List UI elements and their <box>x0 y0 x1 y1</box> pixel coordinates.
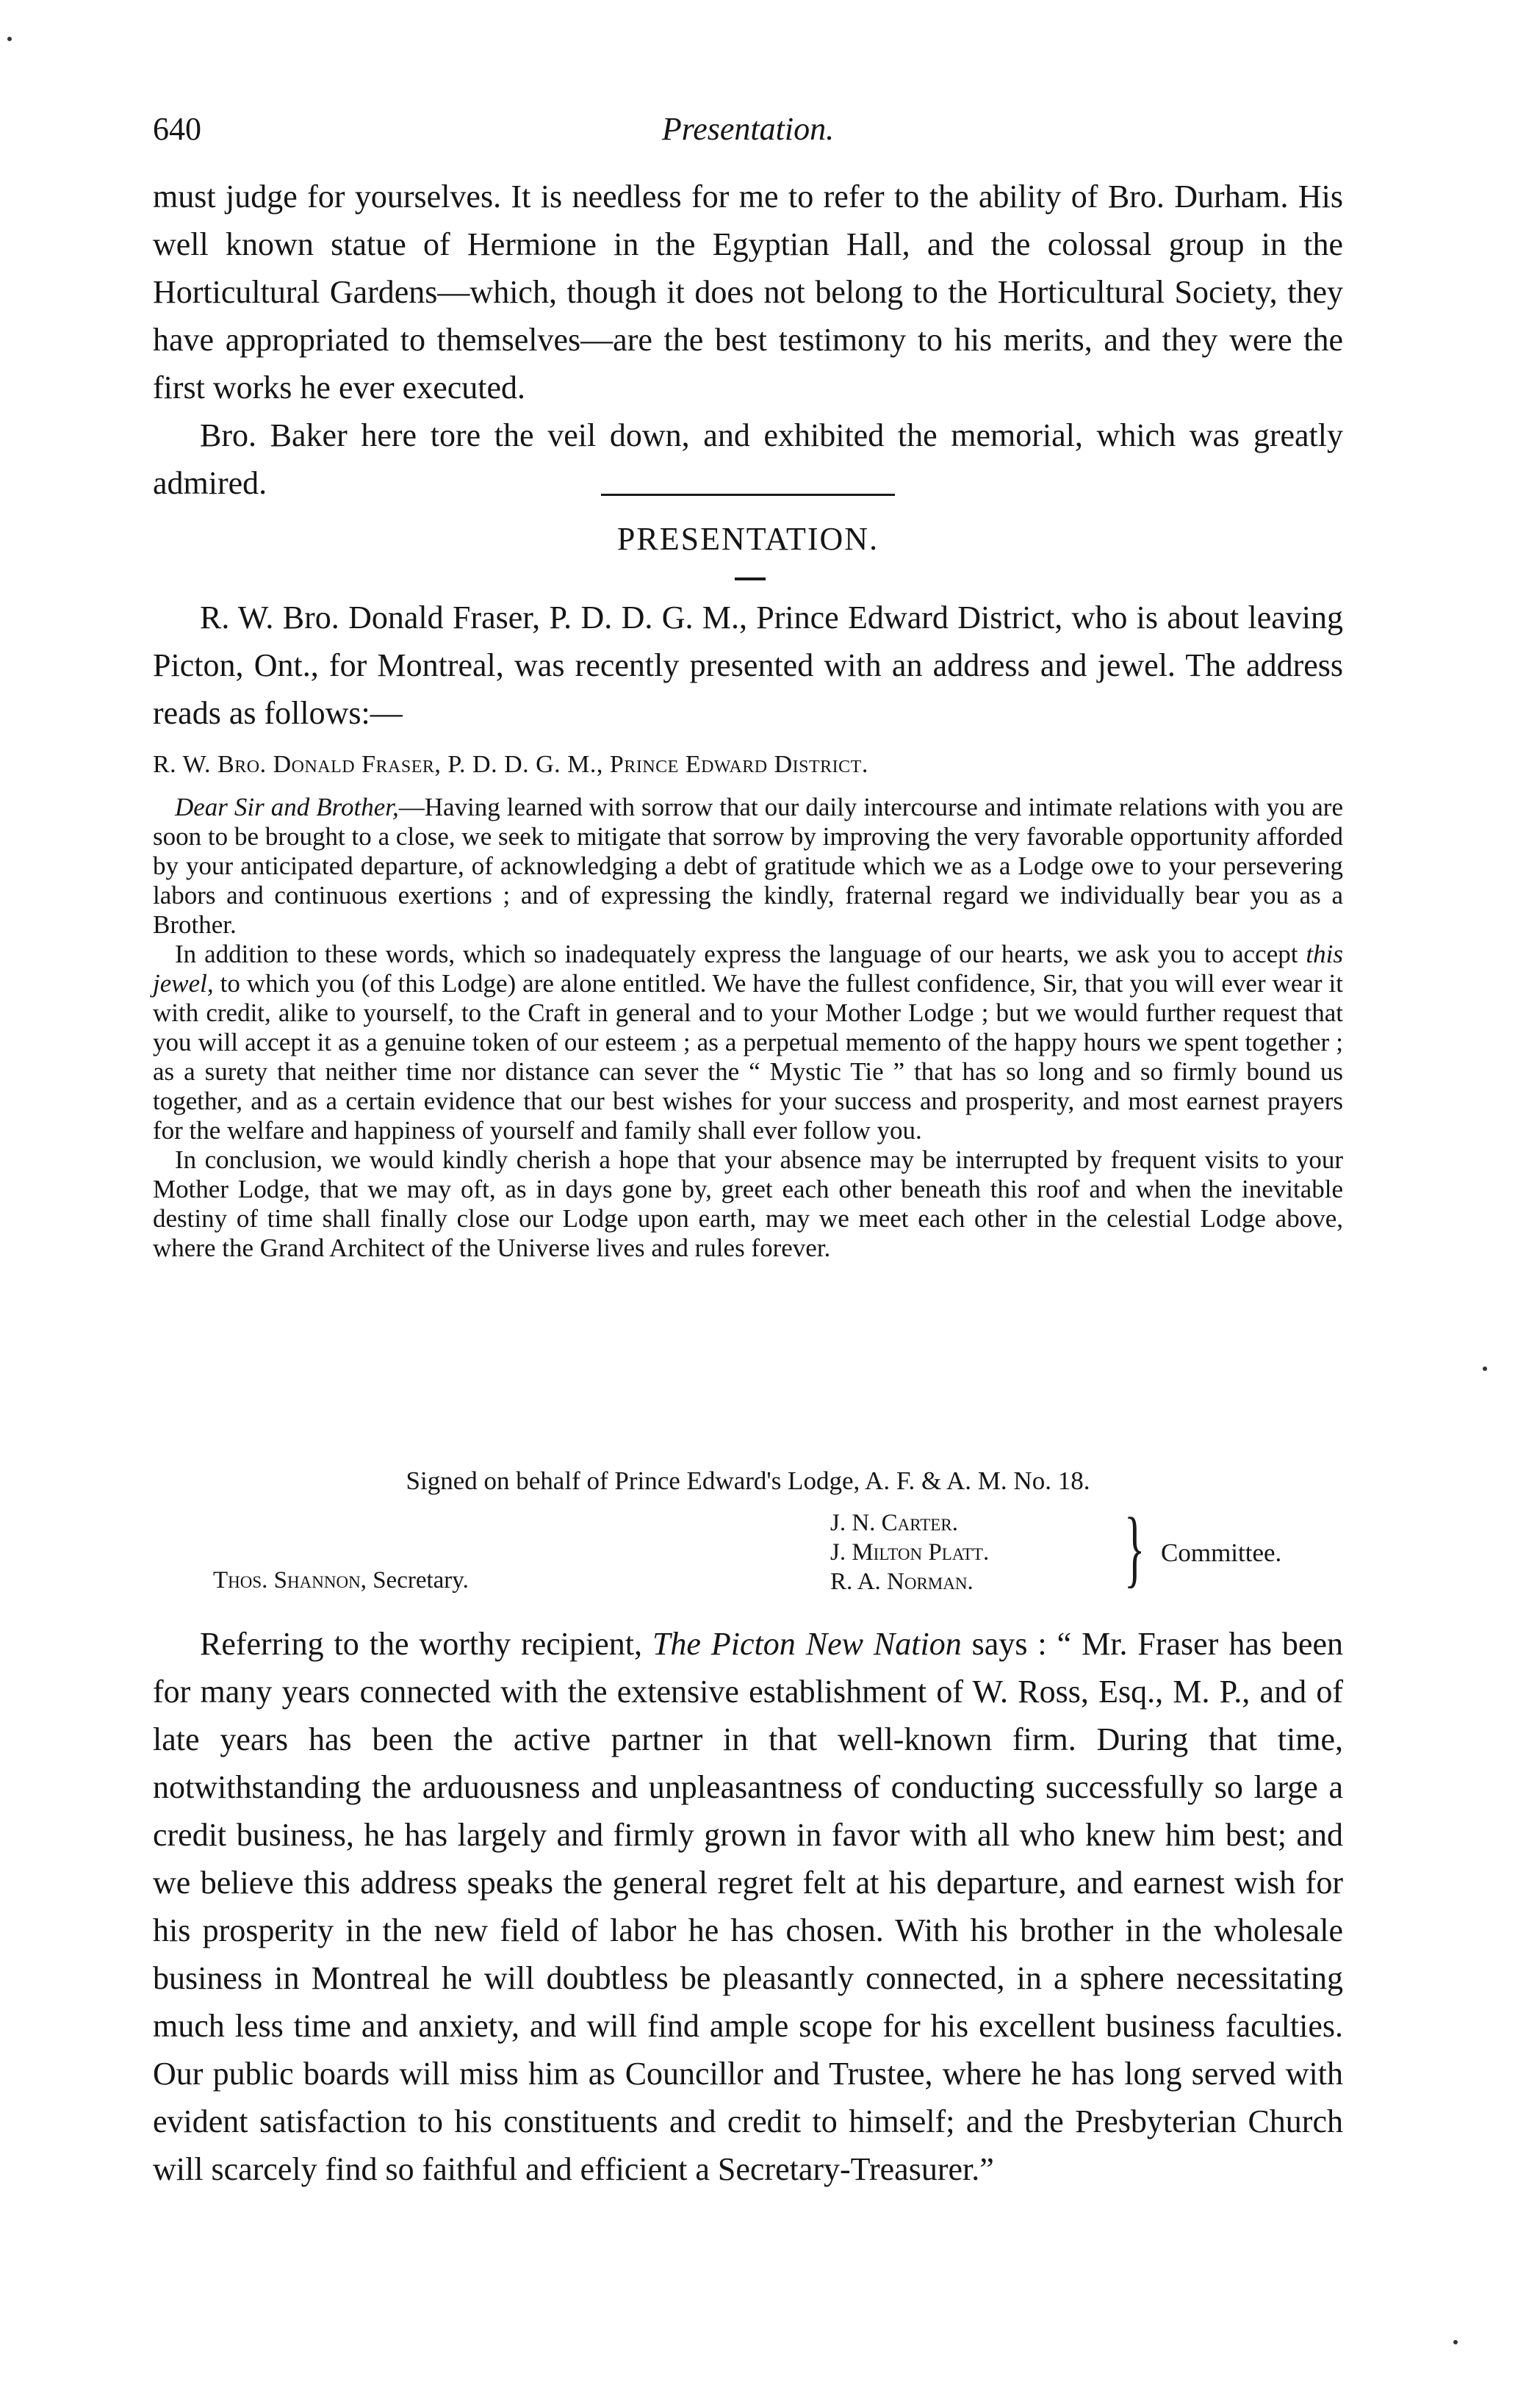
committee-brace: } <box>1124 1499 1145 1596</box>
section-divider-rule <box>601 494 895 496</box>
address-paragraph-2-before: In addition to these words, which so inadequately express the language of our hearts, we ask you to accept <box>175 940 1306 968</box>
committee-label: Committee. <box>1161 1538 1282 1567</box>
address-paragraph-1-text: —Having learned with sorrow that our daily intercourse and intimate relations with you are soon to be brought to a close, we seek to mitigate that sorrow by improving the very favorable opportunity afforded by your anticipated departure, of acknowledging a debt of gratitude which we as a Lodge owe to your persevering labors and continuous exertions ; and of expressing the kindly, fraternal regard we individually bear you as a Brother. <box>153 793 1343 939</box>
title-short-rule <box>735 577 766 580</box>
page-header <box>153 110 1343 154</box>
committee-member: R. A. Norman. <box>830 1569 974 1595</box>
preceding-text <box>153 173 1343 507</box>
addressee-rank: , P. D. D. G. M., <box>434 751 610 778</box>
address-paragraph-1 <box>153 793 1343 940</box>
committee-member: J. Milton Platt. <box>830 1539 990 1566</box>
addressee-name: Bro. Donald Fraser <box>217 751 435 778</box>
jewel-italic: this jewel, <box>153 940 1343 998</box>
address-paragraph-2 <box>153 940 1343 1145</box>
secretary-line <box>213 1567 469 1594</box>
running-head: Presentation. <box>661 111 835 147</box>
secretary-title: , Secretary. <box>360 1567 469 1594</box>
margin-speck <box>1483 1367 1487 1371</box>
section-title: PRESENTATION. <box>616 521 879 557</box>
addressee-prefix: R. W. <box>153 751 218 778</box>
committee-members <box>830 1508 989 1596</box>
address-body <box>153 793 1343 1263</box>
closing-paragraph <box>153 1620 1343 2193</box>
closing-quote: says : “ Mr. Fraser has been for many years connected with the extensive establishment of W. Ross, Esq., M. P., and of late years has been the active partner in that well-known firm. During that time, notwithstanding the arduousness and unpleasantness of conducting successfully so large a credit business, he has largely and firmly grown in favor with all who knew him best; and we believe this address speaks the general regret felt at his departure, and earnest wish for his prosperity in the new field of labor he has chosen. With his brother in the wholesale business in Montreal he will doubtless be pleasantly connected, in a sphere necessitating much less time and anxiety, and will find ample scope for his excellent business faculties. Our public boards will miss him as Councillor and Trustee, where he has long served with evident satisfaction to his constituents and credit to himself; and the Presbyterian Church will scarcely find so faithful and efficient a Secretary-Treasurer.” <box>153 1626 1343 2187</box>
closing-text <box>153 1620 1343 2193</box>
preceding-paragraph-2: Bro. Baker here tore the veil down, and exhibited the memorial, which was greatly admired. <box>153 417 1343 501</box>
addressee-line <box>153 751 1343 779</box>
secretary-name: Thos. Shannon <box>213 1567 361 1594</box>
section-intro <box>153 594 1343 737</box>
preceding-paragraph-1: must judge for yourselves. It is needless for me to refer to the ability of Bro. Durham. His well known statue of Hermione in the Egyptian Hall, and the colossal group in the Horticultural Gardens—which, though it does not belong to the Horticultural Society, they have appropriated to themselves—are the best testimony to his merits, and they were the first works he ever executed. <box>153 179 1343 406</box>
intro-paragraph: R. W. Bro. Donald Fraser, P. D. D. G. M., Prince Edward District, who is about leaving Picton, Ont., for Montreal, was recently presented with an address and jewel. The address reads as follows:— <box>153 600 1343 731</box>
page-number: 640 <box>153 111 201 147</box>
addressee-district: Prince Edward District. <box>609 751 868 778</box>
margin-speck <box>7 37 12 41</box>
address-paragraph-2-after: to which you (of this Lodge) are alone entitled. We have the fullest confidence, Sir, that you will ever wear it with credit, alike to yourself, to the Craft in general and to your Mother Lodge ; but we would further request that you will accept it as a genuine token of our esteem ; as a perpetual memento of the happy hours we spent together ; as a surety that neither time nor distance can sever the “ Mystic Tie ” that has so long and so firmly bound us together, and as a certain evidence that our best wishes for your success and prosperity, and most earnest prayers for the welfare and happiness of yourself and family shall ever follow you. <box>153 969 1343 1145</box>
margin-speck <box>1453 2340 1458 2344</box>
signed-line: Signed on behalf of Prince Edward's Lodge, A. F. & A. M. No. 18. <box>406 1466 1090 1495</box>
address-paragraph-3: In conclusion, we would kindly cherish a hope that your absence may be interrupted by frequent visits to your Mother Lodge, that we may oft, as in days gone by, greet each other beneath this roof and when the inevitable destiny of time shall finally close our Lodge upon earth, may we meet each other in the celestial Lodge above, where the Grand Architect of the Universe lives and rules forever. <box>153 1145 1343 1262</box>
closing-before: Referring to the worthy recipient, <box>200 1626 652 1662</box>
newspaper-title: The Picton New Nation <box>652 1626 962 1662</box>
committee-member: J. N. Carter. <box>830 1510 958 1536</box>
salutation: Dear Sir and Brother, <box>175 793 399 821</box>
